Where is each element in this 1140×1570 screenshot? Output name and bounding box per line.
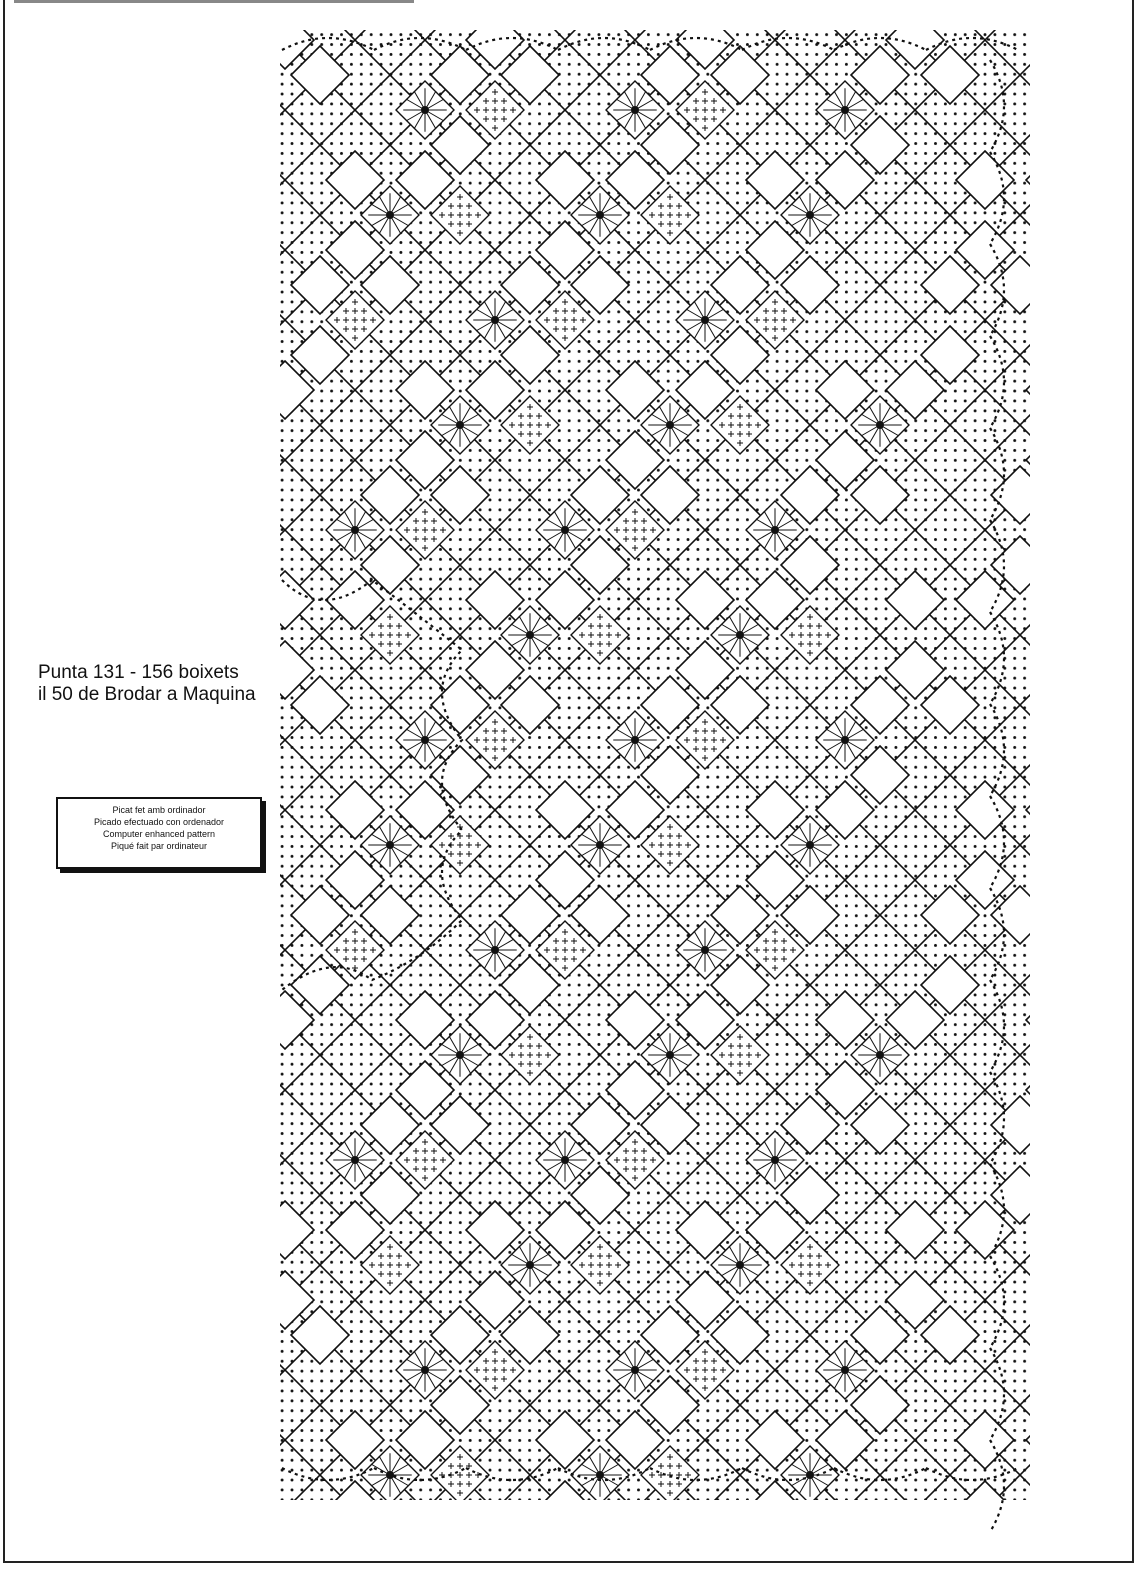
notice-line-2: Picado efectuado con ordenador [93,817,225,827]
notice-line-4: Piqué fait par ordinateur [110,841,208,851]
pattern-title-line-1: Punta 131 - 156 boixets [38,662,239,683]
pattern-title [38,662,308,706]
notice-line-1: Picat fet amb ordinador [112,805,206,815]
notice-line-3: Computer enhanced pattern [102,829,216,839]
computer-pattern-notice [56,797,262,869]
pattern-title-line-2: il 50 de Brodar a Maquina [38,684,256,705]
